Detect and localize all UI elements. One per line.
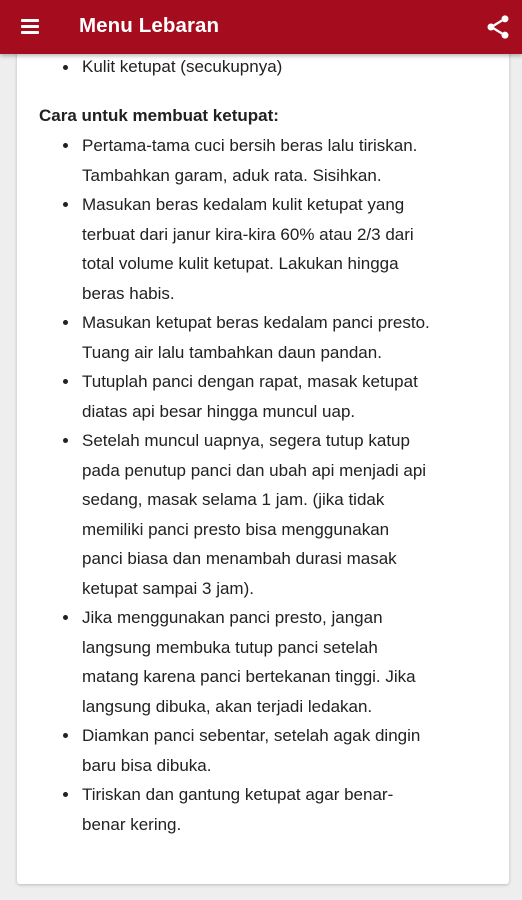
- bullet-dot: [63, 615, 68, 620]
- step-text-line: Jika menggunakan panci presto, jangan: [82, 608, 383, 627]
- step-text-line: pada penutup panci dan ubah api menjadi api: [82, 460, 427, 480]
- step-text-line: Masukan beras kedalam kulit ketupat yang: [82, 195, 405, 214]
- bullet-dot: [63, 379, 68, 384]
- bullet-dot: [63, 143, 68, 148]
- ingredient-item: Kulit ketupat (secukupnya): [82, 57, 283, 76]
- step-text-line: terbuat dari janur kira-kira 60% atau 2/3 dari: [82, 224, 414, 244]
- bullet-dot: [63, 202, 68, 207]
- step-text-line: langsung membuka tutup panci setelah: [82, 637, 378, 657]
- step-text-line: baru bisa dibuka.: [82, 755, 212, 775]
- step-text-line: Tuang air lalu tambahkan daun pandan.: [82, 342, 382, 362]
- step-text-line: Tambahkan garam, aduk rata. Sisihkan.: [82, 165, 382, 185]
- step-text-line: sedang, masak selama 1 jam. (jika tidak: [82, 490, 385, 509]
- bullet-dot: [63, 438, 68, 443]
- hamburger-menu-icon[interactable]: [16, 12, 46, 42]
- bullet-dot: [63, 733, 68, 738]
- step-text-line: benar kering.: [82, 814, 182, 834]
- step-text-line: memiliki panci presto bisa menggunakan: [82, 519, 390, 539]
- app-bar: [0, 0, 522, 54]
- step-text-line: diatas api besar hingga muncul uap.: [82, 401, 356, 421]
- step-text-line: Setelah muncul uapnya, segera tutup katup: [82, 431, 410, 450]
- method-heading: Cara untuk membuat ketupat:: [39, 106, 279, 125]
- step-text-line: total volume kulit ketupat. Lakukan hingga: [82, 254, 399, 273]
- step-text-line: Tiriskan dan gantung ketupat agar benar-: [82, 785, 394, 804]
- step-text-line: Pertama-tama cuci bersih beras lalu tiriskan.: [82, 136, 418, 155]
- bullet-dot: [63, 792, 68, 797]
- step-text-line: langsung dibuka, akan terjadi ledakan.: [82, 696, 373, 716]
- step-text-line: Diamkan panci sebentar, setelah agak dingin: [82, 726, 421, 745]
- step-text-line: panci biasa dan menambah durasi masak: [82, 549, 397, 568]
- step-text-line: beras habis.: [82, 283, 175, 303]
- step-text-line: Tutuplah panci dengan rapat, masak ketupat: [82, 372, 418, 391]
- page-title: Menu Lebaran: [79, 14, 220, 37]
- step-text-line: ketupat sampai 3 jam).: [82, 578, 254, 598]
- bullet-dot: [63, 320, 68, 325]
- bullet-dot: [63, 65, 68, 70]
- step-text-line: matang karena panci bertekanan tinggi. Jika: [82, 667, 416, 686]
- step-text-line: Masukan ketupat beras kedalam panci presto.: [82, 313, 430, 332]
- share-icon[interactable]: [484, 13, 512, 41]
